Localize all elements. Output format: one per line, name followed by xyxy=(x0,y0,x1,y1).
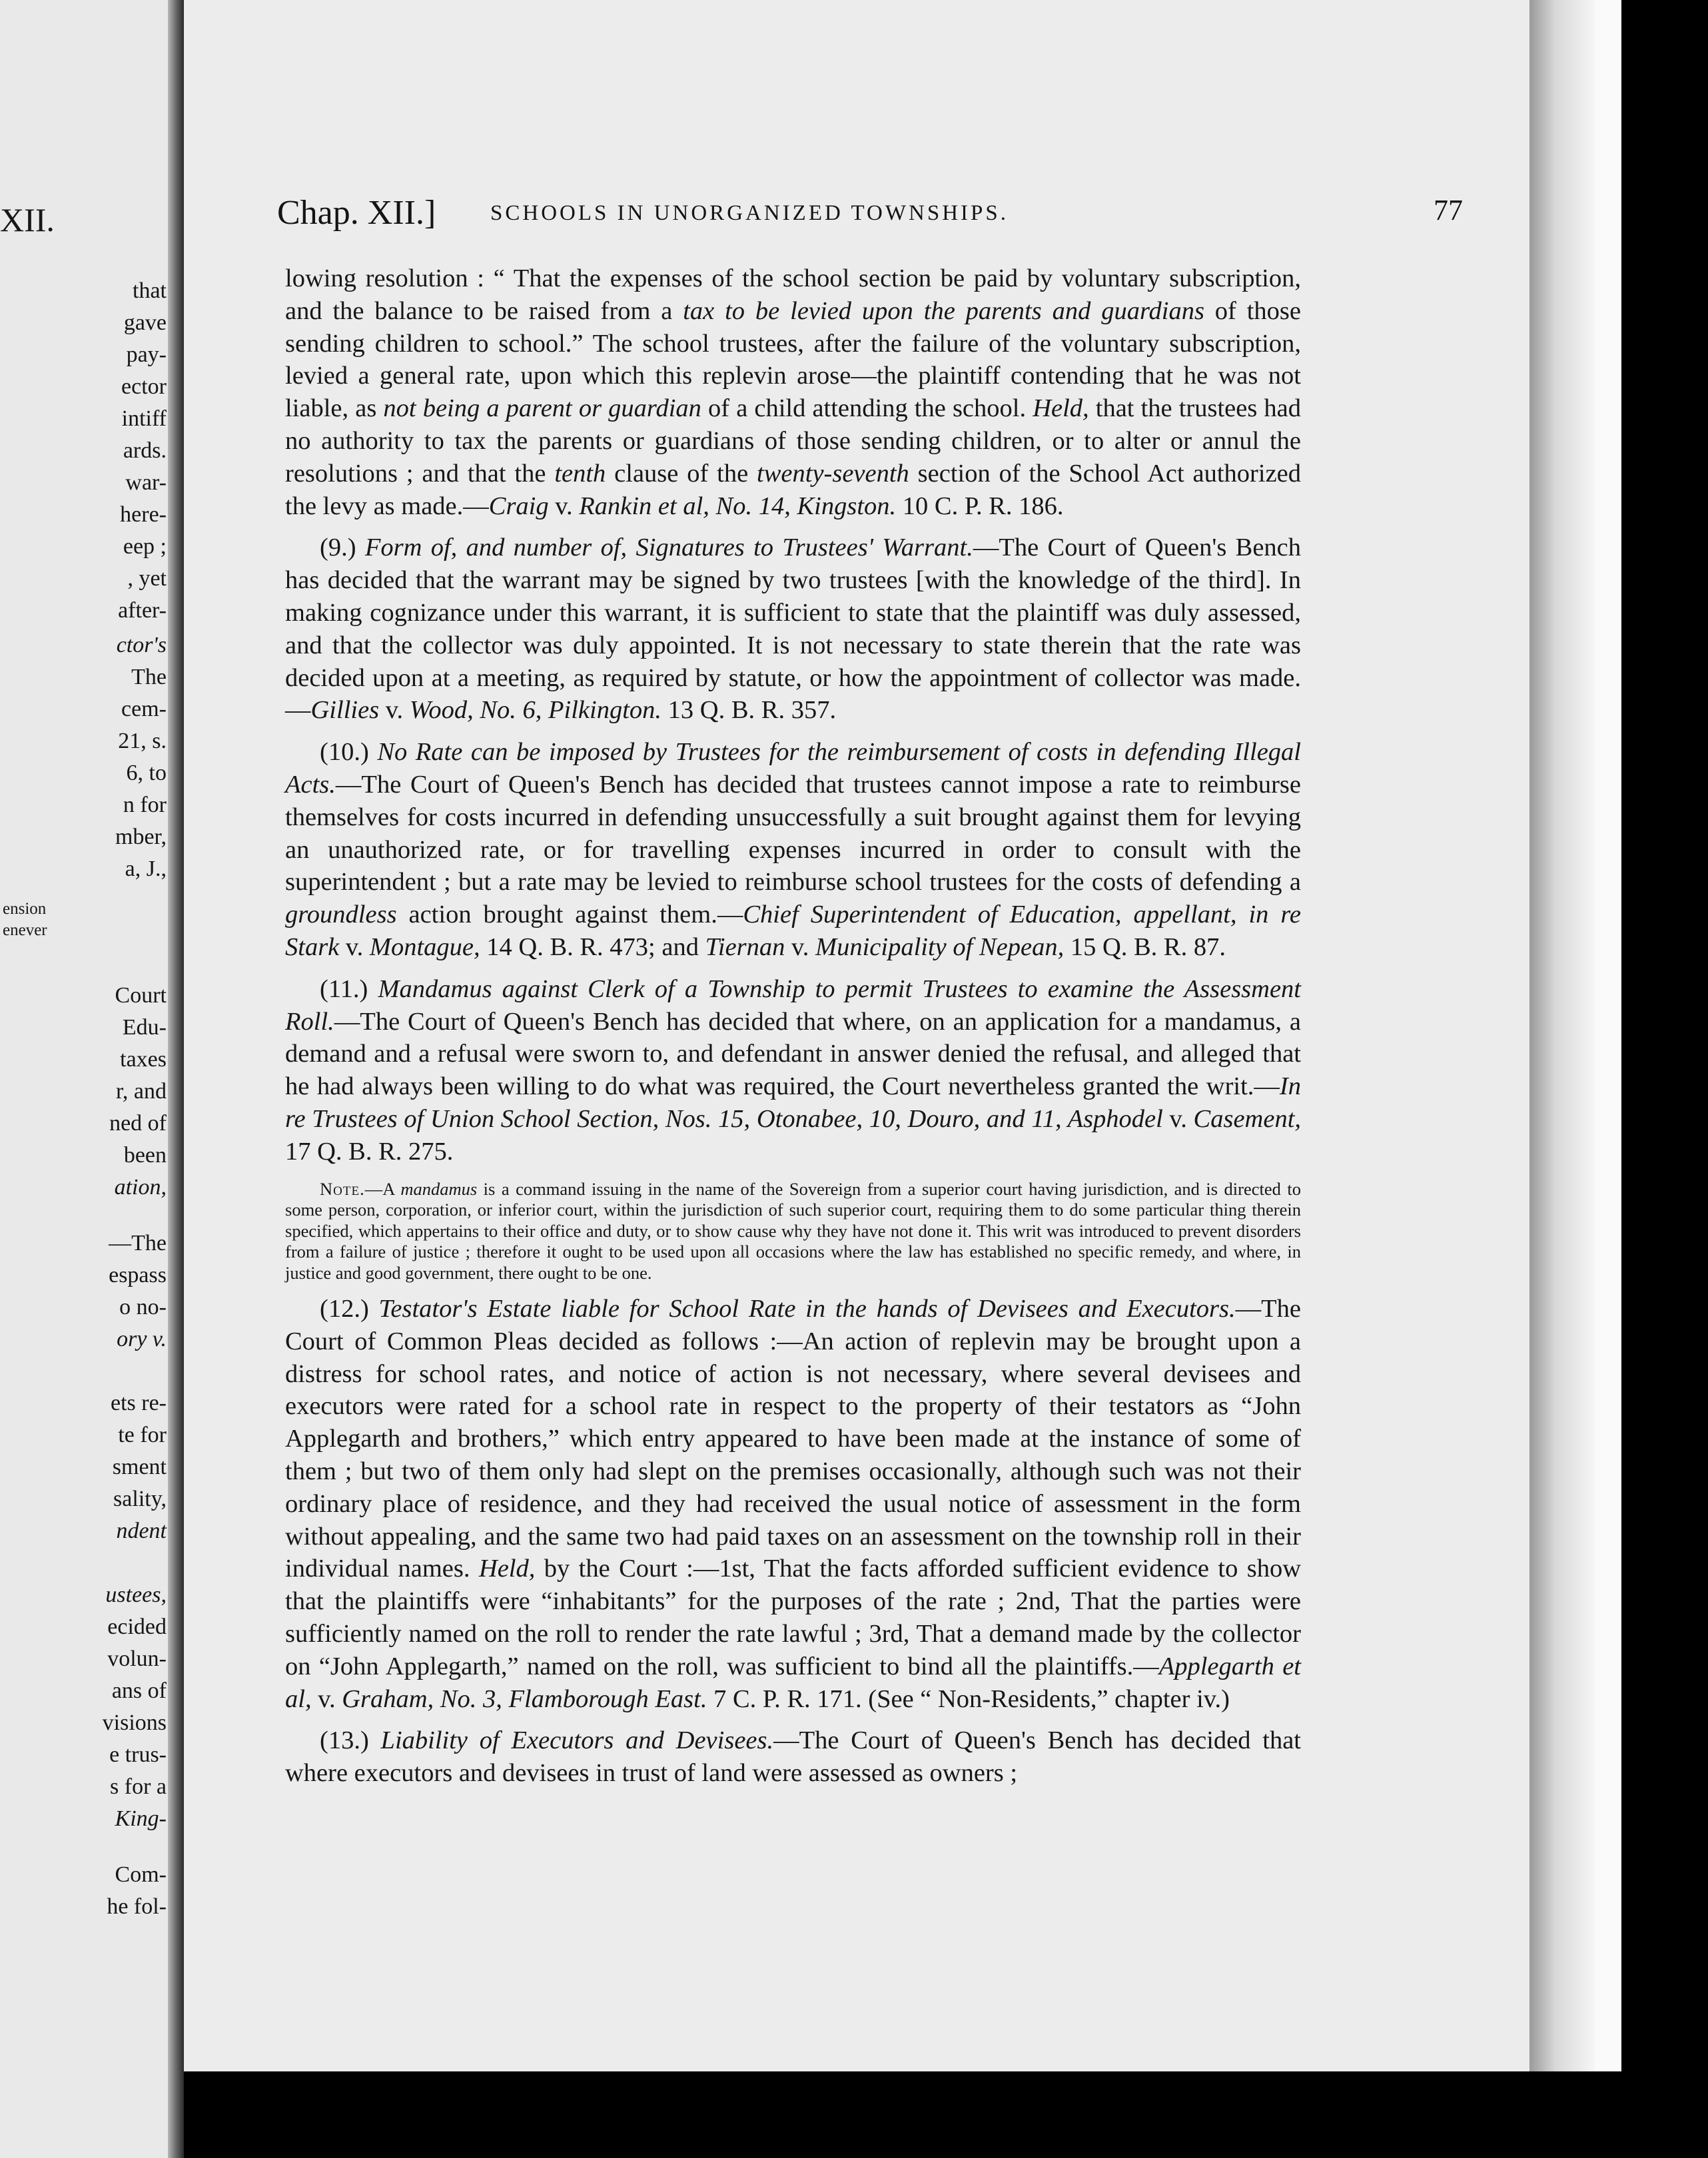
left-fragment: a, J., xyxy=(125,857,167,881)
left-fragment: te for xyxy=(118,1423,167,1447)
left-fragment: , yet xyxy=(127,566,167,591)
left-fragment: ndent xyxy=(116,1519,167,1543)
left-fragment: visions xyxy=(102,1710,167,1735)
left-fragment: enever xyxy=(3,921,47,939)
left-fragment: ustees, xyxy=(105,1583,167,1607)
paragraph-continued: lowing resolution : “ That the expenses of the school section be paid by voluntary subscription, and the balance to be raised from a tax to be levied upon the parents and guardians of those sending children to school.” The school trustees, after the failure of the voluntary subscription, levied a general rate, upon which this replevin arose—the plaintiff contending that he was not liable, as not being a parent or guardian of a child attending the school. Held, that the trustees had no authority to tax the parents or guardians of those sending children, or to alter or annul the resolutions ; and that the tenth clause of the twenty-seventh section of the School Act authorized the levy as made.—Craig v. Rankin et al, No. 14, Kingston. 10 C. P. R. 186. xyxy=(285,264,1301,520)
left-fragment: war- xyxy=(125,470,167,495)
left-fragment: o no- xyxy=(119,1295,167,1319)
left-fragment: ension xyxy=(3,900,47,918)
left-fragment: espass xyxy=(109,1263,167,1287)
left-fragment: eep ; xyxy=(123,534,167,559)
left-fragment: 6, to xyxy=(126,761,167,785)
left-fragment: ation, xyxy=(114,1175,167,1200)
left-fragment: Com- xyxy=(115,1862,167,1887)
section-heading: No Rate can be imposed by Trustees for the reimbursement of costs in defending Illegal Acts. xyxy=(285,738,1301,799)
left-fragment: n for xyxy=(123,793,167,817)
left-fragment: s for a xyxy=(110,1774,167,1799)
section-heading: Form of, and number of, Signatures to Trustees' Warrant. xyxy=(364,534,973,562)
left-fragment: gave xyxy=(123,310,167,335)
left-fragment: Edu- xyxy=(122,1015,167,1040)
left-fragment: after- xyxy=(118,598,167,623)
left-fragment: ned of xyxy=(109,1111,167,1136)
section-heading: Mandamus against Clerk of a Township to permit Trustees to examine the Assessment Roll. xyxy=(285,974,1301,1036)
left-fragment: —The xyxy=(109,1231,167,1256)
running-header xyxy=(277,193,1463,233)
left-fragment: sment xyxy=(112,1455,167,1479)
page-edge-shadow xyxy=(1529,0,1595,2071)
left-fragment: he fol- xyxy=(107,1894,167,1919)
left-fragment: XII. xyxy=(0,201,55,238)
book-page xyxy=(184,0,1529,2071)
book-gutter xyxy=(168,0,184,2158)
left-fragment: here- xyxy=(120,502,167,527)
section-heading: Liability of Executors and Devisees. xyxy=(380,1726,774,1755)
left-fragment: The xyxy=(131,665,167,689)
left-fragment: volun- xyxy=(107,1646,167,1671)
left-fragment: taxes xyxy=(120,1047,167,1072)
left-fragment: ecided xyxy=(107,1615,167,1639)
left-fragment: sality, xyxy=(113,1487,167,1511)
left-fragment: ards. xyxy=(123,438,167,463)
footnote: Note.—A mandamus is a command issuing in the name of the Sovereign from a superior court having jurisdiction, and is directed to some person, corporation, or inferior court, within the jurisdiction of such superior court, requiring them to do some particular thing therein specified, which appertains to their office and duty, or to show cause why they have not done it. This writ was introduced to prevent disorders from a failure of justice ; therefore it ought to be used upon all occasions where the law has established no specific remedy, and where, in justice and good government, there ought to be one. xyxy=(285,1178,1301,1283)
left-fragment: that xyxy=(133,278,167,303)
left-fragment: been xyxy=(123,1143,167,1168)
left-fragment: e trus- xyxy=(109,1742,167,1767)
left-fragment: ans of xyxy=(111,1678,167,1703)
left-fragment: King- xyxy=(115,1806,167,1831)
page-body xyxy=(285,253,1301,1790)
facing-page-edge xyxy=(0,0,168,2158)
section-heading: Testator's Estate liable for School Rate in the hands of Devisees and Executors. xyxy=(378,1295,1236,1323)
page-edge xyxy=(1595,0,1621,2071)
left-fragment: ctor's xyxy=(116,633,167,657)
paragraph-12: (12.) Testator's Estate liable for School Rate in the hands of Devisees and Executors.—The Court of Common Pleas decided as follows :—An action of replevin may be brought upon a distress for school rates, and notice of action is not necessary, where several devisees and executors were rated for a school rate in respect to the property of their testators as “John Applegarth and brothers,” which entry appeared to have been made at the instance of some of them ; but two of them only had slept on the premises occasionally, although such was not their ordinary place of residence, and they had received the usual notice of assessment in the form without appealing, and the same two had paid taxes on an assessment on the township roll in their individual names. Held, by the Court :—1st, That the facts afforded sufficient evidence to show that the plaintiffs were “inhabitants” for the purposes of the rate ; 2nd, That the parties were sufficiently named on the roll to render the rate lawful ; 3rd, That a demand made by the collector on “John Applegarth,” named on the roll, was sufficient to bind all the plaintiffs.—Applegarth et al, v. Graham, No. 3, Flamborough East. 7 C. P. R. 171. (See “ Non-Residents,” chapter iv.) xyxy=(285,1295,1302,1713)
left-fragment: mber, xyxy=(115,825,167,849)
page-number: 77 xyxy=(1434,194,1463,226)
left-fragment: r, and xyxy=(115,1079,167,1104)
left-fragment: pay- xyxy=(126,342,167,367)
chapter-label: Chap. XII.] xyxy=(277,194,436,232)
left-fragment: ector xyxy=(121,374,167,399)
left-fragment: intiff xyxy=(121,406,167,431)
left-fragment: Court xyxy=(115,983,167,1008)
paragraph-10: (10.) No Rate can be imposed by Trustees for the reimbursement of costs in defending Illegal Acts.—The Court of Queen's Bench has decided that trustees cannot impose a rate to reimburse themselves for costs incurred in defending unsuccessfully a suit brought against them for levying an unauthorized rate, or for travelling expenses incurred in order to consult with the superintendent ; but a rate may be levied to reimburse school trustees for the costs of defending a groundless action brought against them.—Chief Superintendent of Education, appellant, in re Stark v. Montague, 14 Q. B. R. 473; and Tiernan v. Municipality of Nepean, 15 Q. B. R. 87. xyxy=(285,738,1301,961)
paragraph-13: (13.) Liability of Executors and Devisees.—The Court of Queen's Bench has decided that where executors and devisees in trust of land were assessed as owners ; xyxy=(285,1726,1301,1788)
paragraph-9: (9.) Form of, and number of, Signatures to Trustees' Warrant.—The Court of Queen's Bench has decided that the warrant may be signed by two trustees [with the knowledge of the third]. In making cognizance under this warrant, it is sufficient to state that the plaintiff was duly assessed, and that the collector was duly appointed. It is not necessary to state therein that the rate was decided upon at a meeting, as required by statute, or how the appointment of collector was made.—Gillies v. Wood, No. 6, Pilkington. 13 Q. B. R. 357. xyxy=(285,534,1301,725)
left-fragment: ory v. xyxy=(117,1327,167,1351)
running-title: SCHOOLS IN UNORGANIZED TOWNSHIPS. xyxy=(490,201,1009,225)
left-fragment: ets re- xyxy=(110,1391,167,1415)
left-fragment: cem- xyxy=(121,697,167,721)
left-fragment: 21, s. xyxy=(118,729,167,753)
paragraph-11: (11.) Mandamus against Clerk of a Township to permit Trustees to examine the Assessment Roll.—The Court of Queen's Bench has decided that where, on an application for a mandamus, a demand and a refusal were sworn to, and defendant in answer denied the refusal, and alleged that he had always been willing to do what was required, the Court nevertheless granted the writ.—In re Trustees of Union School Section, Nos. 15, Otonabee, 10, Douro, and 11, Asphodel v. Casement, 17 Q. B. R. 275. xyxy=(285,974,1302,1166)
